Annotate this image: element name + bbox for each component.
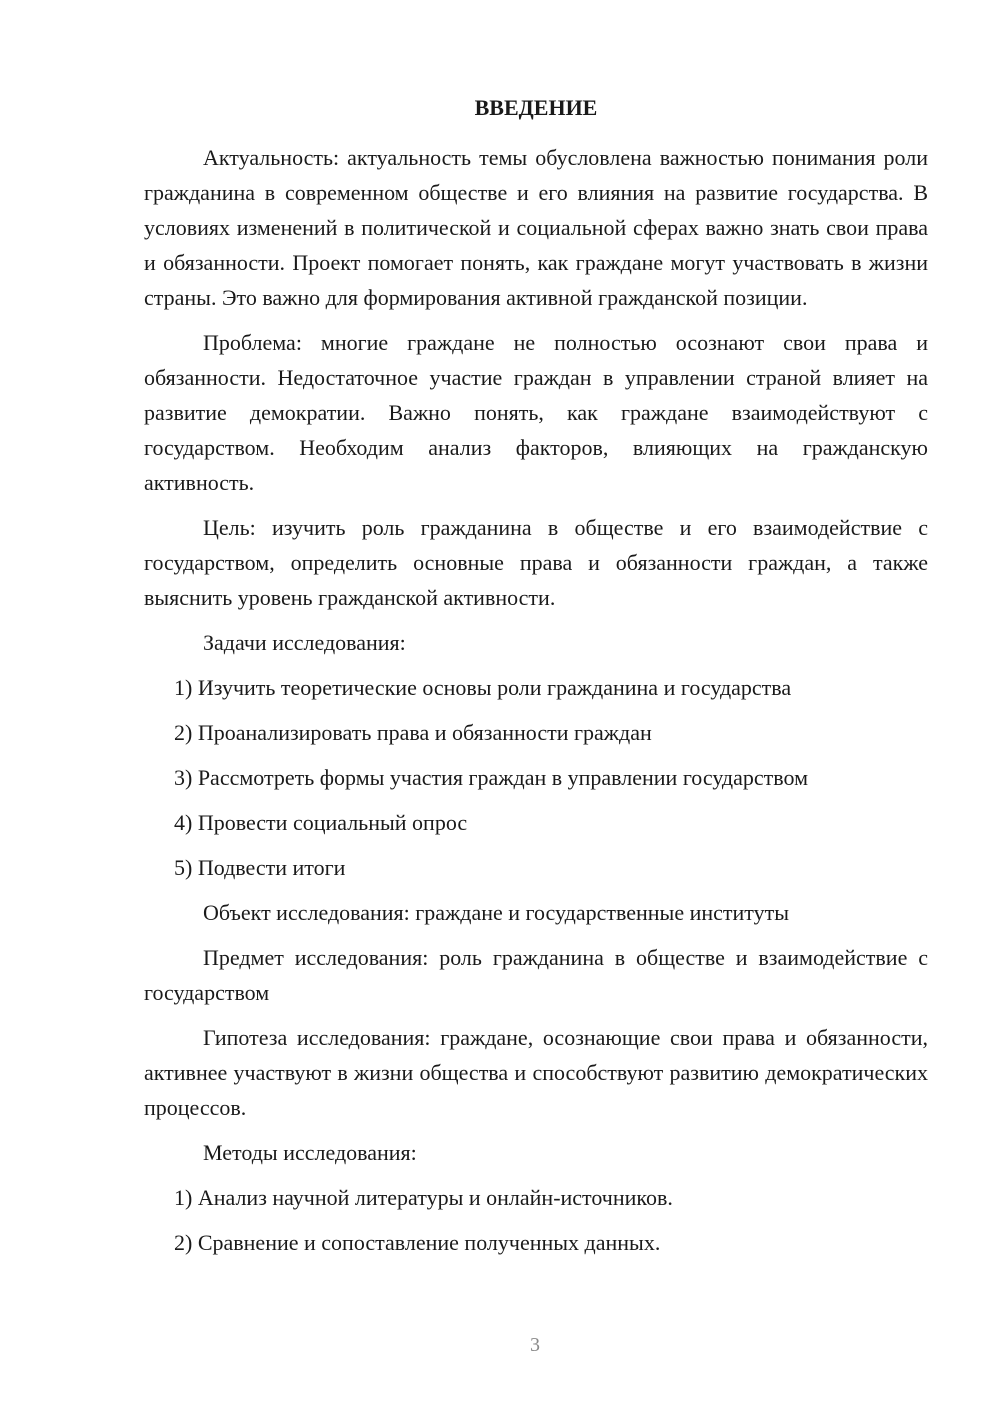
tasks-list xyxy=(144,670,928,885)
section-title: ВВЕДЕНИЕ xyxy=(474,95,598,120)
list-item: 5) Подвести итоги xyxy=(174,855,346,880)
methods-heading: Методы исследования: xyxy=(203,1140,417,1165)
subject-paragraph: Предмет исследования: роль гражданина в обществе и взаимодействие с государством xyxy=(144,945,928,1005)
problem-paragraph: Проблема: многие граждане не полностью осознают свои права и обязанности. Недостаточное участие граждан в управлении страной влияет на развитие демократии. Важно понять, как граждане взаимодействуют с государством. Необходим анализ факторов, влияющих на гражданскую активность. xyxy=(144,330,928,495)
methods-list xyxy=(144,1180,928,1260)
list-item: 4) Провести социальный опрос xyxy=(174,810,468,835)
list-item: 1) Анализ научной литературы и онлайн-источников. xyxy=(174,1185,673,1210)
tasks-heading: Задачи исследования: xyxy=(203,630,406,655)
hypothesis-paragraph: Гипотеза исследования: граждане, осознающие свои права и обязанности, активнее участвуют в жизни общества и способствуют развитию демократических процессов. xyxy=(144,1025,928,1120)
page-number: 3 xyxy=(530,1334,540,1356)
list-item: 2) Проанализировать права и обязанности граждан xyxy=(174,720,652,745)
relevance-paragraph: Актуальность: актуальность темы обусловлена важностью понимания роли гражданина в современном обществе и его влияния на развитие государства. В условиях изменений в политической и социальной сферах важно знать свои права и обязанности. Проект помогает понять, как граждане могут участвовать в жизни страны. Это важно для формирования активной гражданской позиции. xyxy=(144,145,928,310)
list-item: 1) Изучить теоретические основы роли гражданина и государства xyxy=(174,675,792,700)
list-item: 3) Рассмотреть формы участия граждан в управлении государством xyxy=(174,765,809,790)
goal-paragraph: Цель: изучить роль гражданина в обществе и его взаимодействие с государством, определить основные права и обязанности граждан, а также выяснить уровень гражданской активности. xyxy=(144,515,928,610)
document-page xyxy=(144,92,928,1270)
list-item: 2) Сравнение и сопоставление полученных данных. xyxy=(174,1230,661,1255)
object-paragraph: Объект исследования: граждане и государственные институты xyxy=(203,900,790,925)
